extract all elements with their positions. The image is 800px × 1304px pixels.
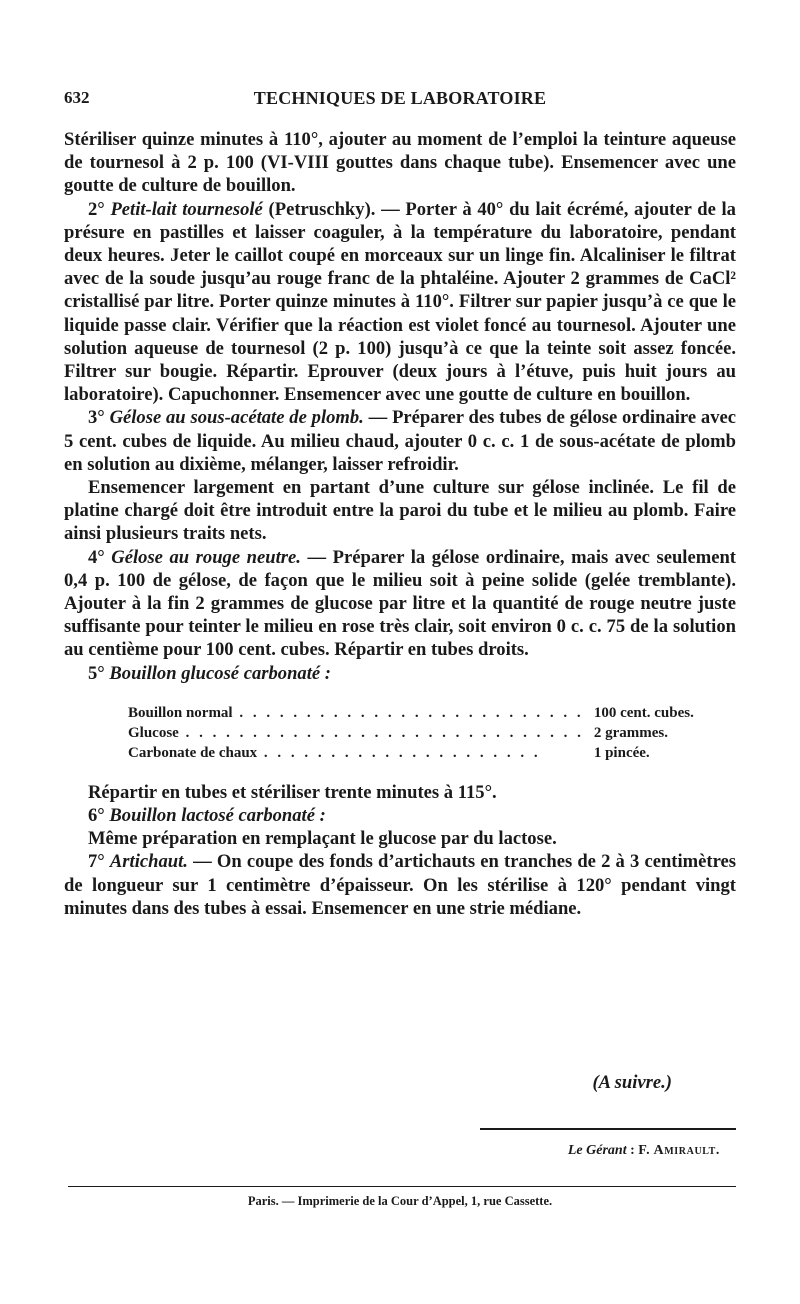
running-title: TECHNIQUES DE LABORATOIRE xyxy=(253,88,547,108)
signature-rule xyxy=(480,1128,736,1130)
paragraph-title: Artichaut. xyxy=(109,851,188,873)
paragraph-gelose-plomb xyxy=(64,406,736,476)
paragraph-title: Bouillon lactosé carbonaté : xyxy=(109,805,326,827)
paragraph-bouillon-glucose xyxy=(64,662,736,685)
recipe-table xyxy=(128,703,694,763)
paragraph-artichaut xyxy=(64,850,736,920)
paragraph-text: Même préparation en remplaçant le glucose par du lactose. xyxy=(88,828,557,850)
paragraph-text: (Petruschky). — Porter à 40° du lait écrémé, ajouter de la présure en pastilles et laisser coaguler, à la température du laboratoire, pendant deux heures. Jeter le caillot coupé en morceaux sur un linge fin. Alcaliniser le filtrat avec de la soude jusqu’au rouge franc de la phtaléine. Ajouter 2 grammes de CaCl² cristallisé par litre. Porter quinze minutes à 110°. Filtrer sur papier jusqu’à ce que le liquide passe clair. Vérifier que la réaction est violet foncé au tournesol. Ajouter une solution aqueuse de tournesol (2 p. 100) jusqu’à ce que la teinte soit assez foncée. Filtrer sur bougie. Répartir. Eprouver (deux jours à l’étuve, puis huit jours au laboratoire). Capuchonner. Ensemencer avec une goutte de culture en bouillon. xyxy=(64,198,736,406)
paragraph-number: 2° xyxy=(88,198,105,220)
signature-line xyxy=(568,1143,720,1159)
paragraph-ensemencer xyxy=(64,476,736,546)
paragraph-meme-preparation xyxy=(64,827,736,850)
recipe-quantity: 2 grammes. xyxy=(593,724,668,741)
signature-role: Le Gérant xyxy=(567,1143,627,1158)
paragraph-text: — Préparer des tubes de gélose ordinaire avec 5 cent. cubes de liquide. Au milieu chaud, ajouter 0 c. c. 1 de sous-acétate de plomb en solution au dixième, mélanger, laisser refroidir. xyxy=(64,407,736,475)
paragraph-gelose-rouge xyxy=(64,546,736,662)
recipe-ingredient: Bouillon normal . . . . . . . . . . . . . . . . . . . . . . . . . . xyxy=(128,704,584,721)
paragraph-title: Petit-lait tournesolé xyxy=(110,198,263,220)
paragraph-title: Gélose au sous-acétate de plomb. xyxy=(109,407,364,429)
imprint-rule xyxy=(68,1186,736,1187)
a-suivre-note: (A suivre.) xyxy=(592,1072,672,1093)
paragraph-number: 4° xyxy=(88,546,105,568)
paragraph-number: 3° xyxy=(88,407,105,429)
paragraph-text: — Préparer la gélose ordinaire, mais avec seulement 0,4 p. 100 de gélose, de façon que le milieu soit à peine solide (gelée tremblante). Ajouter à la fin 2 grammes de glucose par litre et la quantité de rouge neutre juste suffisante pour teinter le milieu en rose très clair, soit environ 0 c. c. 75 de la solution au centième pour 100 cent. cubes. Répartir en tubes droits. xyxy=(64,546,736,661)
paragraph-text: Ensemencer largement en partant d’une culture sur gélose inclinée. Le fil de platine chargé doit être introduit entre la paroi du tube et le milieu au plomb. Faire ainsi plusieurs traits nets. xyxy=(64,477,736,545)
paragraph-text: — On coupe des fonds d’artichauts en tranches de 2 à 3 centimètres de longueur sur 1 centimètre d’épaisseur. On les stérilise à 120° pendant vingt minutes dans des tubes à essai. Ensemencer en une strie médiane. xyxy=(64,851,737,919)
paragraph-title: Gélose au rouge neutre. xyxy=(111,546,301,568)
recipe-row xyxy=(128,703,694,723)
paragraph-bouillon-lactose xyxy=(64,804,736,827)
recipe-quantity: 1 pincée. xyxy=(593,744,650,761)
body-text xyxy=(64,128,736,920)
paragraph-petit-lait xyxy=(64,198,736,407)
paragraph-continuation xyxy=(64,128,736,198)
signature-separator: : xyxy=(626,1143,639,1158)
recipe-row xyxy=(128,723,694,743)
paragraph-repartir xyxy=(64,781,736,804)
signature-name: F. Amirault. xyxy=(638,1143,720,1158)
recipe-quantity: 100 cent. cubes. xyxy=(593,704,694,721)
recipe-ingredient: Carbonate de chaux . . . . . . . . . . . . . . . . . . . . . xyxy=(128,744,541,761)
printer-imprint: Paris. — Imprimerie de la Cour d’Appel, 1, rue Cassette. xyxy=(247,1194,553,1208)
paragraph-title: Bouillon glucosé carbonaté : xyxy=(109,662,331,684)
paragraph-number: 5° xyxy=(88,662,105,684)
page-header xyxy=(64,88,736,114)
page-number: 632 xyxy=(64,88,90,107)
paragraph-number: 7° xyxy=(88,851,105,873)
paragraph-text: Répartir en tubes et stériliser trente minutes à 115°. xyxy=(88,781,497,803)
recipe-row xyxy=(128,743,694,763)
recipe-ingredient: Glucose . . . . . . . . . . . . . . . . . . . . . . . . . . . . . . xyxy=(128,724,584,741)
paragraph-text: Stériliser quinze minutes à 110°, ajouter au moment de l’emploi la teinture aqueuse de tournesol à 2 p. 100 (VI-VIII gouttes dans chaque tube). Ensemencer avec une goutte de culture de bouillon. xyxy=(64,129,736,197)
paragraph-number: 6° xyxy=(88,805,105,827)
